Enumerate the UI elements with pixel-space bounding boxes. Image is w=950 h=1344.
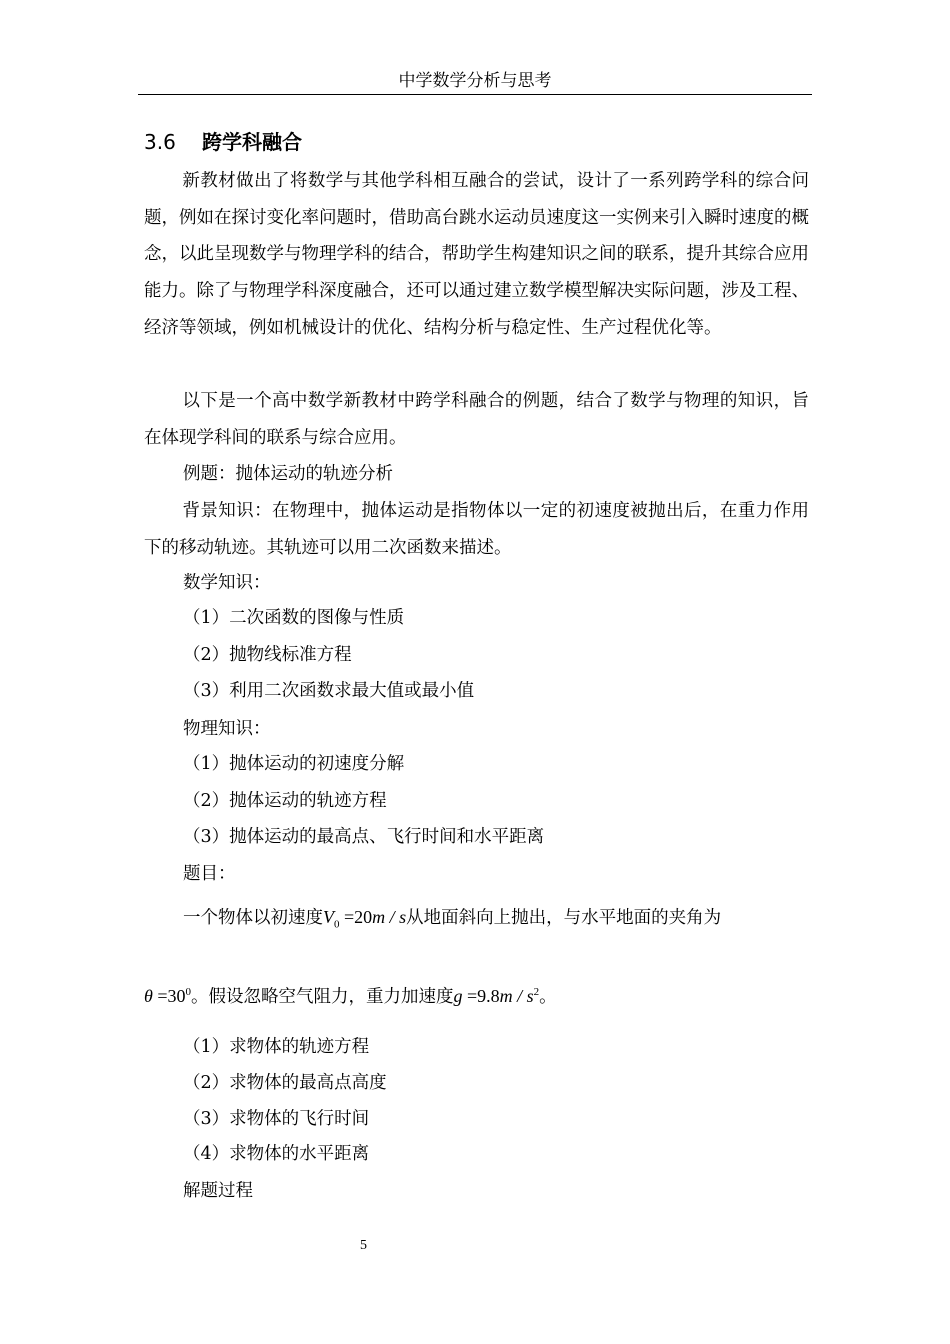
paragraph-example-intro-text: 以下是一个高中数学新教材中跨学科融合的例题，结合了数学与物理的知识，旨在体现学科间的联系与综合应用。	[144, 391, 809, 448]
physics-knowledge-heading: 物理知识：	[183, 719, 271, 739]
section-number: 3.6	[144, 130, 176, 154]
gravity-formula: $g =9.8m / s^2$	[453, 986, 540, 1006]
math-knowledge-heading: 数学知识：	[183, 573, 271, 593]
paragraph-intro-text: 新教材做出了将数学与其他学科相互融合的尝试，设计了一系列跨学科的综合问题，例如在探讨变化率问题时，借助高台跳水运动员速度这一实例来引入瞬时速度的概念，以此呈现数学与物理学科的结合，帮助学生构建知识之间的联系，提升其综合应用能力。除了与物理学科深度融合，还可以通过建立数学模型解决实际问题，涉及工程、经济等领域，例如机械设计的优化、结构分析与稳定性、生产过程优化等。	[144, 171, 809, 338]
problem-text: 从地面斜向上抛出，与水平地面的夹角为	[406, 908, 722, 928]
physics-knowledge-item: （1）抛体运动的初速度分解	[183, 754, 405, 774]
problem-heading: 题目：	[183, 864, 236, 884]
math-knowledge-item: （2）抛物线标准方程	[183, 645, 352, 665]
paragraph-intro	[144, 163, 809, 347]
math-knowledge-item: （3）利用二次函数求最大值或最小值	[183, 681, 475, 701]
section-heading	[144, 128, 302, 156]
problem-text: 。假设忽略空气阻力，重力加速度	[191, 987, 454, 1007]
paragraph-background	[144, 493, 809, 566]
page-number: 5	[360, 1238, 367, 1253]
physics-knowledge-item: （3）抛体运动的最高点、飞行时间和水平距离	[183, 827, 545, 847]
problem-text: 。	[539, 987, 557, 1007]
problem-text: 一个物体以初速度	[183, 908, 323, 928]
problem-statement-line-2	[144, 978, 557, 1011]
example-title: 例题：抛体运动的轨迹分析	[183, 464, 393, 484]
paragraph-example-intro	[144, 383, 809, 456]
physics-knowledge-item: （2）抛体运动的轨迹方程	[183, 791, 387, 811]
angle-formula: $\theta =30^0$	[144, 986, 191, 1006]
section-title: 跨学科融合	[202, 130, 302, 154]
solution-heading: 解题过程	[183, 1181, 253, 1201]
question-item: （3）求物体的飞行时间	[183, 1109, 370, 1129]
velocity-formula: $V_0 =20m / s$	[323, 907, 407, 931]
problem-statement-line-1	[183, 903, 721, 939]
question-item: （2）求物体的最高点高度	[183, 1073, 387, 1093]
running-header: 中学数学分析与思考	[398, 71, 552, 91]
math-knowledge-item: （1）二次函数的图像与性质	[183, 608, 405, 628]
header-rule	[138, 94, 812, 95]
paragraph-background-text: 背景知识：在物理中，抛体运动是指物体以一定的初速度被抛出后，在重力作用下的移动轨迹。其轨迹可以用二次函数来描述。	[144, 501, 809, 558]
question-item: （1）求物体的轨迹方程	[183, 1037, 370, 1057]
question-item: （4）求物体的水平距离	[183, 1144, 370, 1164]
